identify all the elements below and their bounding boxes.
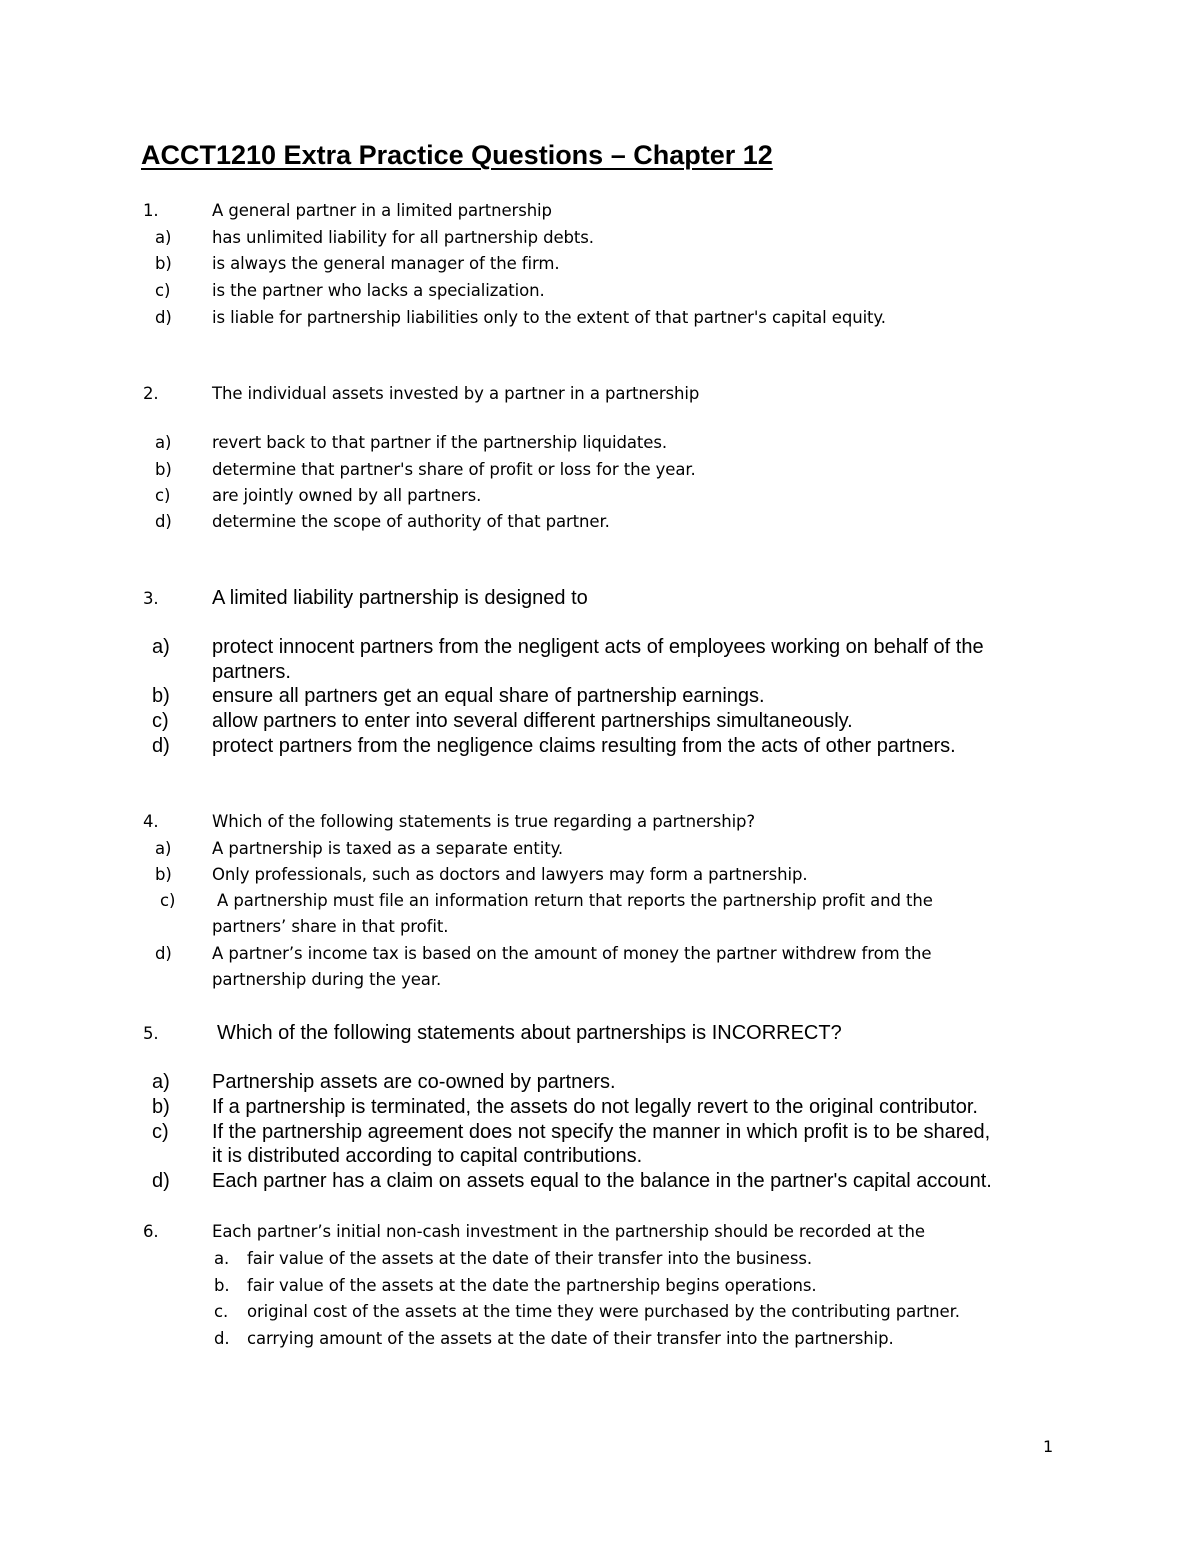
option-text: protect partners from the negligence claims resulting from the acts of other partners. bbox=[212, 735, 956, 757]
option-text: If a partnership is terminated, the assets do not legally revert to the original contributor. bbox=[212, 1096, 978, 1118]
option-text: A partnership must file an information return that reports the partnership profit and the bbox=[217, 891, 933, 910]
option-text-continued: partners. bbox=[212, 661, 291, 683]
option-label: c. bbox=[214, 1302, 229, 1321]
option-label: a) bbox=[152, 1071, 170, 1093]
question-number: 2. bbox=[143, 384, 159, 403]
option-text: allow partners to enter into several different partnerships simultaneously. bbox=[212, 710, 853, 732]
option-label: d) bbox=[155, 512, 172, 531]
option-label: b) bbox=[155, 460, 172, 479]
question-number: 4. bbox=[143, 812, 159, 831]
option-label: b) bbox=[152, 1096, 170, 1118]
option-label: a) bbox=[155, 433, 172, 452]
option-label: d) bbox=[152, 1170, 170, 1192]
option-label: d) bbox=[155, 308, 172, 327]
option-text: Partnership assets are co-owned by partners. bbox=[212, 1071, 616, 1093]
option-text: is always the general manager of the firm. bbox=[212, 254, 560, 273]
question-number: 1. bbox=[143, 201, 159, 220]
option-label: c) bbox=[155, 281, 171, 300]
option-label: b) bbox=[152, 685, 170, 707]
option-text-continued: partnership during the year. bbox=[212, 970, 442, 989]
option-label: a. bbox=[214, 1249, 230, 1268]
page-number: 1 bbox=[1043, 1437, 1054, 1456]
option-text: determine the scope of authority of that partner. bbox=[212, 512, 610, 531]
page-title: ACCT1210 Extra Practice Questions – Chapter 12 bbox=[141, 140, 773, 170]
question-number: 5. bbox=[143, 1024, 159, 1043]
question-stem: Which of the following statements is true regarding a partnership? bbox=[212, 812, 756, 831]
option-text: are jointly owned by all partners. bbox=[212, 486, 482, 505]
option-text: revert back to that partner if the partnership liquidates. bbox=[212, 433, 667, 452]
question-stem: Each partner’s initial non-cash investment in the partnership should be recorded at the bbox=[212, 1222, 925, 1241]
option-label: b) bbox=[155, 865, 172, 884]
option-label: b) bbox=[155, 254, 172, 273]
option-label: c) bbox=[152, 710, 169, 732]
question-number: 6. bbox=[143, 1222, 159, 1241]
option-text: protect innocent partners from the negligent acts of employees working on behalf of the bbox=[212, 636, 984, 658]
option-text: Each partner has a claim on assets equal to the balance in the partner's capital account. bbox=[212, 1170, 992, 1192]
option-label: c) bbox=[152, 1121, 169, 1143]
option-text: carrying amount of the assets at the date of their transfer into the partnership. bbox=[247, 1329, 894, 1348]
option-text: has unlimited liability for all partnership debts. bbox=[212, 228, 594, 247]
option-label: c) bbox=[160, 891, 176, 910]
option-text-continued: partners’ share in that profit. bbox=[212, 917, 449, 936]
question-stem: The individual assets invested by a partner in a partnership bbox=[212, 384, 700, 403]
question-stem: Which of the following statements about partnerships is INCORRECT? bbox=[217, 1022, 842, 1044]
option-text: ensure all partners get an equal share of partnership earnings. bbox=[212, 685, 765, 707]
option-text: fair value of the assets at the date the partnership begins operations. bbox=[247, 1276, 817, 1295]
option-text-continued: it is distributed according to capital contributions. bbox=[212, 1145, 643, 1167]
question-stem: A limited liability partnership is designed to bbox=[212, 587, 588, 609]
option-label: d) bbox=[155, 944, 172, 963]
option-label: a) bbox=[152, 636, 170, 658]
option-label: c) bbox=[155, 486, 171, 505]
option-label: d. bbox=[214, 1329, 230, 1348]
option-text: original cost of the assets at the time they were purchased by the contributing partner. bbox=[247, 1302, 960, 1321]
option-text: If the partnership agreement does not specify the manner in which profit is to be shared, bbox=[212, 1121, 991, 1143]
option-label: d) bbox=[152, 735, 170, 757]
option-text: is liable for partnership liabilities only to the extent of that partner's capital equity. bbox=[212, 308, 886, 327]
option-label: b. bbox=[214, 1276, 230, 1295]
option-text: determine that partner's share of profit or loss for the year. bbox=[212, 460, 696, 479]
question-number: 3. bbox=[143, 589, 159, 608]
question-stem: A general partner in a limited partnership bbox=[212, 201, 552, 220]
option-text: Only professionals, such as doctors and lawyers may form a partnership. bbox=[212, 865, 808, 884]
option-text: A partner’s income tax is based on the amount of money the partner withdrew from the bbox=[212, 944, 932, 963]
option-text: A partnership is taxed as a separate entity. bbox=[212, 839, 564, 858]
option-text: fair value of the assets at the date of their transfer into the business. bbox=[247, 1249, 812, 1268]
option-text: is the partner who lacks a specialization. bbox=[212, 281, 545, 300]
option-label: a) bbox=[155, 228, 172, 247]
option-label: a) bbox=[155, 839, 172, 858]
